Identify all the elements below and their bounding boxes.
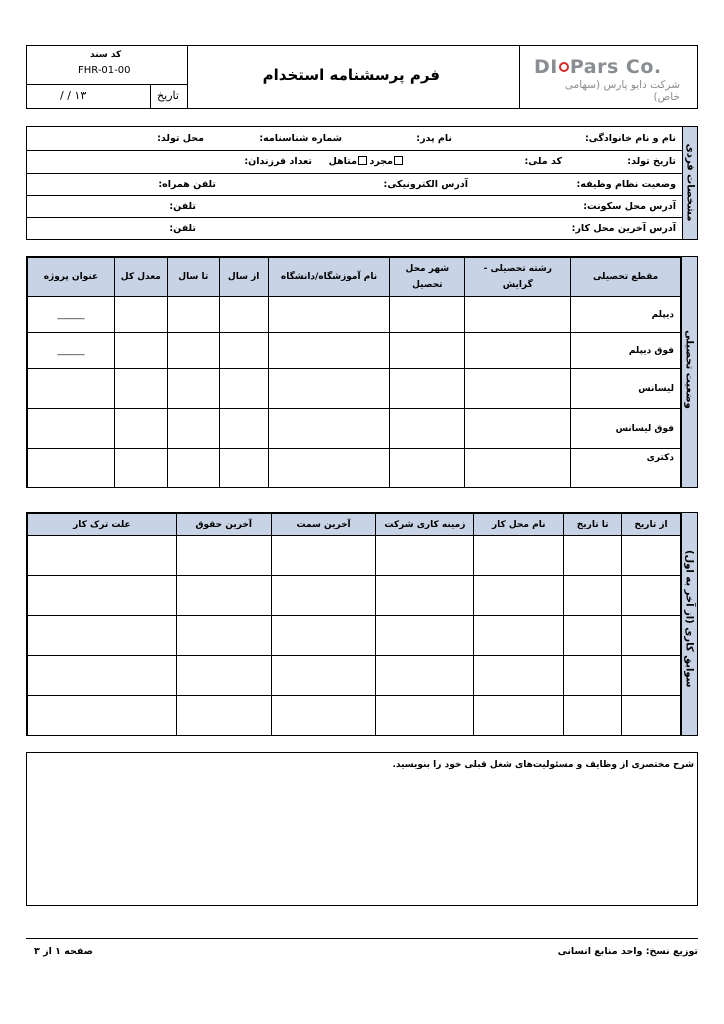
table-cell[interactable] [622,696,681,736]
table-cell[interactable] [268,369,390,409]
national-code-field[interactable]: کد ملی: [524,156,562,167]
edu-level: دیپلم [571,297,681,333]
children-count-field[interactable]: تعداد فرزندان: [244,156,312,167]
header-date-divider [26,84,187,85]
table-cell[interactable] [564,616,622,656]
checkbox-icon[interactable] [358,156,367,165]
form-title: فرم پرسشنامه استخدام [262,66,440,84]
work-col-from: از تاریخ [622,514,681,536]
header-divider-right [519,45,520,109]
table-cell[interactable] [176,656,271,696]
table-cell[interactable] [390,369,465,409]
table-cell[interactable] [465,449,571,488]
description-box[interactable] [26,752,698,906]
table-cell[interactable] [376,576,474,616]
table-cell[interactable] [474,696,564,736]
date-label: تاریخ [157,89,179,102]
id-number-field[interactable]: شماره شناسنامه: [259,133,342,144]
table-cell[interactable] [474,576,564,616]
table-cell[interactable] [114,333,167,369]
table-cell[interactable] [268,333,390,369]
table-cell[interactable] [622,656,681,696]
table-row [28,696,681,736]
table-cell[interactable] [167,297,219,333]
footer-divider [26,938,698,939]
email-field[interactable]: آدرس الکترونیکی: [383,179,468,190]
work-col-reason: علت ترک کار [28,514,177,536]
table-cell[interactable] [268,297,390,333]
table-cell[interactable] [390,449,465,488]
edu-col-major: رشته تحصیلی - گرایش [465,258,571,297]
table-cell[interactable] [390,297,465,333]
table-row [28,656,681,696]
work-col-field: زمینه کاری شرکت [376,514,474,536]
edu-project[interactable] [28,449,115,488]
edu-level: دکتری [571,449,681,488]
military-status-field[interactable]: وضعیت نظام وظیفه: [576,179,676,190]
table-cell[interactable] [268,449,390,488]
edu-level: فوق دیپلم [571,333,681,369]
table-cell[interactable] [465,333,571,369]
edu-col-school: نام آموزشگاه/دانشگاه [268,258,390,297]
table-row [28,576,681,616]
table-cell[interactable] [622,616,681,656]
mobile-field[interactable]: تلفن همراه: [158,179,216,190]
name-field[interactable]: نام و نام خانوادگی: [584,133,676,144]
work-history-table [27,513,681,736]
table-cell[interactable] [28,656,177,696]
table-cell[interactable] [474,536,564,576]
table-cell[interactable] [465,369,571,409]
table-cell[interactable] [167,449,219,488]
personal-side-title: مشخصات فردی [684,143,696,222]
table-cell[interactable] [622,536,681,576]
father-name-field[interactable]: نام پدر: [416,133,452,144]
work-col-to: تا تاریخ [564,514,622,536]
personal-row-line [27,217,682,218]
education-table [27,257,681,488]
footer-page-number: صفحه ۱ از ۳ [34,946,93,957]
edu-project[interactable] [28,409,115,449]
table-cell[interactable] [271,536,376,576]
table-row [28,409,681,449]
header-divider-left [187,45,188,109]
table-cell[interactable] [114,297,167,333]
table-cell[interactable] [474,656,564,696]
edu-project[interactable] [28,369,115,409]
table-cell[interactable] [167,369,219,409]
table-cell[interactable] [28,536,177,576]
table-cell[interactable] [167,409,219,449]
table-cell[interactable] [219,297,268,333]
table-cell[interactable] [564,576,622,616]
date-value[interactable]: ۱۳ / / [60,89,87,102]
work-phone-field[interactable]: تلفن: [169,223,196,234]
edu-col-project: عنوان پروژه [28,258,115,297]
table-cell[interactable] [376,536,474,576]
table-row [28,297,681,333]
single-checkbox[interactable]: مجرد [369,156,404,167]
personal-row-line [27,150,682,151]
table-cell[interactable] [28,616,177,656]
table-cell[interactable] [271,656,376,696]
table-cell[interactable] [390,333,465,369]
table-cell[interactable] [271,696,376,736]
doc-code-label: کد سند [90,50,122,60]
checkbox-icon[interactable] [394,156,403,165]
table-cell[interactable] [114,449,167,488]
table-cell[interactable] [564,656,622,696]
married-checkbox[interactable]: متاهل [329,156,368,167]
table-cell[interactable] [176,536,271,576]
table-cell[interactable] [474,616,564,656]
table-cell[interactable] [28,576,177,616]
personal-row-line [27,195,682,196]
table-cell[interactable] [268,409,390,449]
work-address-field[interactable]: آدرس آخرین محل کار: [571,223,676,234]
home-phone-field[interactable]: تلفن: [169,201,196,212]
table-cell[interactable] [622,576,681,616]
table-cell[interactable] [114,369,167,409]
table-cell[interactable] [28,696,177,736]
table-cell[interactable] [219,449,268,488]
description-label: شرح مختصری از وظایف و مسئولیت‌های شغل قبلی خود را بنویسید. [392,760,694,770]
work-col-place: نام محل کار [474,514,564,536]
company-logo: DI Pars Co. شرکت دایو پارس (سهامی خاص) [534,56,680,103]
edu-col-from: از سال [219,258,268,297]
table-cell[interactable] [376,696,474,736]
edu-col-level: مقطع تحصیلی [571,258,681,297]
table-cell[interactable] [219,369,268,409]
work-col-salary: آخرین حقوق [176,514,271,536]
table-cell[interactable] [390,409,465,449]
home-address-field[interactable]: آدرس محل سکونت: [583,201,676,212]
table-row [28,536,681,576]
table-cell[interactable] [465,297,571,333]
birth-place-field[interactable]: محل تولد: [157,133,204,144]
table-cell[interactable] [271,576,376,616]
edu-level: فوق لیسانس [571,409,681,449]
edu-col-gpa: معدل کل [114,258,167,297]
table-row [28,449,681,488]
personal-row-line [27,173,682,174]
footer-distribution: توزیع نسخ: واحد منابع انسانی [557,946,698,957]
logo-subtext: شرکت دایو پارس (سهامی خاص) [564,79,680,103]
header-date-vdivider [150,84,151,109]
table-cell[interactable] [219,333,268,369]
table-cell[interactable] [564,536,622,576]
edu-col-city: شهر محل تحصیل [390,258,465,297]
table-row [28,616,681,656]
table-row [28,333,681,369]
logo-dot-icon [559,62,569,72]
edu-project[interactable]: ______ [28,333,115,369]
edu-project[interactable]: ______ [28,297,115,333]
work-side-title: سوابق کاری (از آخر به اول) [683,549,695,688]
table-cell[interactable] [465,409,571,449]
table-row [28,369,681,409]
table-cell[interactable] [376,656,474,696]
edu-level: لیسانس [571,369,681,409]
birth-date-field[interactable]: تاریخ تولد: [627,156,676,167]
table-cell[interactable] [176,616,271,656]
edu-col-to: تا سال [167,258,219,297]
education-side-title: وضعیت تحصیلی [683,330,695,409]
table-cell[interactable] [176,696,271,736]
table-cell[interactable] [376,616,474,656]
table-cell[interactable] [176,576,271,616]
work-col-position: آخرین سمت [271,514,376,536]
doc-code: FHR-01-00 [78,65,131,76]
table-cell[interactable] [167,333,219,369]
table-cell[interactable] [564,696,622,736]
table-cell[interactable] [219,409,268,449]
table-cell[interactable] [114,409,167,449]
table-cell[interactable] [271,616,376,656]
